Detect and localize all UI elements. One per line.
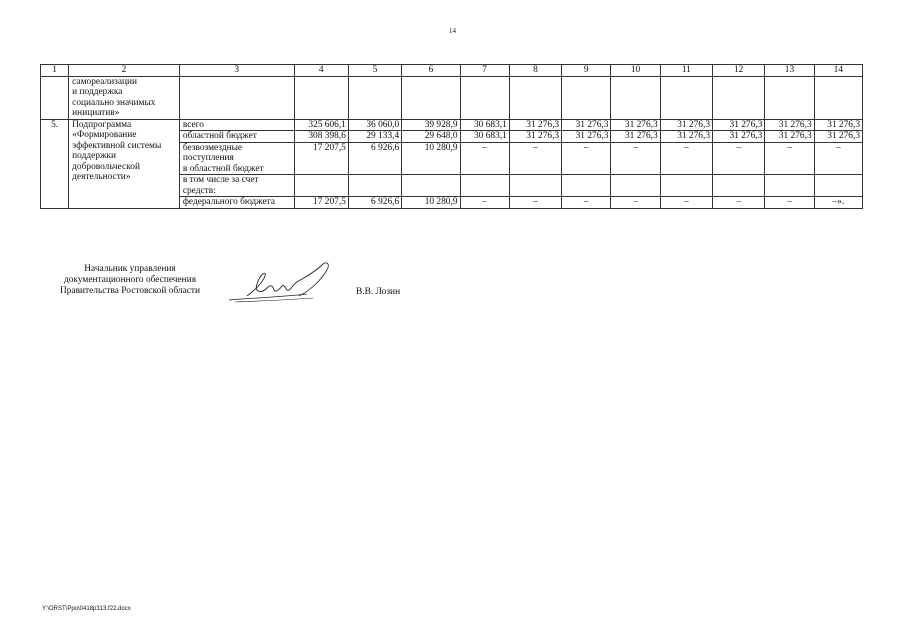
value-cell: 31 276,3: [713, 119, 765, 131]
row-number-cell: [41, 76, 69, 119]
column-header: 14: [814, 65, 862, 77]
value-cell: [765, 175, 814, 197]
value-cell: –: [460, 142, 509, 175]
page-number: 14: [449, 27, 456, 35]
signer-name: В.В. Лозин: [356, 287, 401, 297]
budget-table: [40, 64, 863, 209]
column-header: 5: [348, 65, 401, 77]
value-cell: [562, 175, 611, 197]
empty-cell: [562, 76, 611, 119]
value-cell: [660, 175, 712, 197]
program-name-line: самореализации: [72, 76, 138, 87]
funding-source-cell: [179, 131, 294, 143]
funding-source-line: всего: [182, 119, 204, 130]
value-cell: 30 683,1: [460, 131, 509, 143]
empty-cell: [713, 76, 765, 119]
value-cell: [814, 175, 862, 197]
funding-source-cell: [179, 142, 294, 175]
table-row: [41, 119, 863, 131]
value-cell: 31 276,3: [562, 131, 611, 143]
value-cell: [402, 175, 460, 197]
empty-cell: [402, 76, 460, 119]
subprogram-name-line: Подпрограмма: [72, 119, 132, 130]
empty-cell: [660, 76, 712, 119]
value-cell: –: [460, 197, 509, 209]
value-cell: –: [713, 142, 765, 175]
column-header: 2: [69, 65, 180, 77]
funding-source-line: в том числе за счет: [182, 175, 259, 185]
value-cell: –: [509, 197, 561, 209]
funding-source-line: федерального бюджета: [182, 197, 276, 207]
empty-cell: [814, 76, 862, 119]
funding-source-line: средств:: [182, 185, 216, 196]
signature-title-line: Правительства Ростовской области: [59, 286, 201, 296]
value-cell: 31 276,3: [660, 131, 712, 143]
handwritten-signature: [227, 260, 339, 306]
row-number-cell: 5.: [41, 119, 69, 208]
signature-title: [40, 264, 220, 297]
value-cell: 31 276,3: [765, 131, 814, 143]
column-header: 8: [509, 65, 561, 77]
subprogram-name-line: «Формирование: [72, 130, 137, 140]
empty-cell: [765, 76, 814, 119]
value-cell: 31 276,3: [509, 131, 561, 143]
value-cell: 17 207,5: [294, 197, 348, 209]
column-header: 6: [402, 65, 460, 77]
column-header: 9: [562, 65, 611, 77]
empty-cell: [179, 76, 294, 119]
empty-cell: [611, 76, 660, 119]
value-cell: [348, 175, 401, 197]
value-cell: 6 926,6: [348, 197, 401, 209]
value-cell: 29 133,4: [348, 131, 401, 143]
value-cell: 31 276,3: [765, 119, 814, 131]
value-cell: –: [611, 197, 660, 209]
value-cell: 308 398,6: [294, 131, 348, 143]
value-cell: –: [660, 142, 712, 175]
empty-cell: [294, 76, 348, 119]
column-header: 10: [611, 65, 660, 77]
value-cell: 31 276,3: [611, 131, 660, 143]
funding-source-line: безвозмездные: [182, 142, 243, 153]
value-cell: –: [562, 197, 611, 209]
value-cell: 10 280,9: [402, 142, 460, 175]
value-cell: 29 648,0: [402, 131, 460, 143]
subprogram-name-cell: [69, 119, 180, 208]
program-name-line: и поддержка: [72, 87, 123, 97]
value-cell: 31 276,3: [660, 119, 712, 131]
value-cell: 31 276,3: [509, 119, 561, 131]
value-cell: –: [713, 197, 765, 209]
value-cell: [509, 175, 561, 197]
column-header: 3: [179, 65, 294, 77]
subprogram-name-line: деятельности»: [72, 172, 131, 182]
funding-source-cell: [179, 175, 294, 197]
program-name-line: инициатив»: [72, 108, 120, 118]
value-cell: 31 276,3: [611, 119, 660, 131]
value-cell: –: [814, 142, 862, 175]
funding-source-line: поступления: [182, 153, 234, 163]
empty-cell: [460, 76, 509, 119]
value-cell: [611, 175, 660, 197]
column-header: 1: [41, 65, 69, 77]
column-header: 13: [765, 65, 814, 77]
funding-source-cell: [179, 197, 294, 209]
funding-source-line: областной бюджет: [182, 131, 257, 141]
value-cell: 30 683,1: [460, 119, 509, 131]
value-cell: [294, 175, 348, 197]
column-header: 7: [460, 65, 509, 77]
value-cell: 17 207,5: [294, 142, 348, 175]
subprogram-name-line: эффективной системы: [72, 140, 162, 151]
empty-cell: [348, 76, 401, 119]
signature-title-line: Начальник управления: [84, 264, 176, 274]
funding-source-cell: [179, 119, 294, 131]
value-cell: 39 928,9: [402, 119, 460, 131]
value-cell: 36 060,0: [348, 119, 401, 131]
value-cell: 10 280,9: [402, 197, 460, 209]
value-cell: –: [611, 142, 660, 175]
table-row: [41, 76, 863, 119]
program-name-cell: [69, 76, 180, 119]
value-cell: –: [765, 197, 814, 209]
value-cell: 31 276,3: [814, 131, 862, 143]
signature-title-line: документационного обеспечения: [63, 275, 197, 285]
empty-cell: [509, 76, 561, 119]
value-cell: –: [509, 142, 561, 175]
value-cell: 31 276,3: [814, 119, 862, 131]
value-cell: –».: [814, 197, 862, 209]
value-cell: 325 606,1: [294, 119, 348, 131]
program-name-line: социально значимых: [72, 97, 156, 108]
value-cell: 31 276,3: [562, 119, 611, 131]
column-header: 12: [713, 65, 765, 77]
column-header: 4: [294, 65, 348, 77]
value-cell: –: [562, 142, 611, 175]
value-cell: [460, 175, 509, 197]
header-row: [41, 65, 863, 77]
column-header: 11: [660, 65, 712, 77]
subprogram-name-line: добровольческой: [72, 161, 140, 172]
file-path: Y:\ORST\Ppo\0418p313.f22.docx: [42, 606, 131, 612]
value-cell: [713, 175, 765, 197]
value-cell: –: [765, 142, 814, 175]
subprogram-name-line: поддержки: [72, 151, 117, 161]
funding-source-line: в областной бюджет: [182, 163, 264, 174]
value-cell: –: [660, 197, 712, 209]
value-cell: 31 276,3: [713, 131, 765, 143]
value-cell: 6 926,6: [348, 142, 401, 175]
